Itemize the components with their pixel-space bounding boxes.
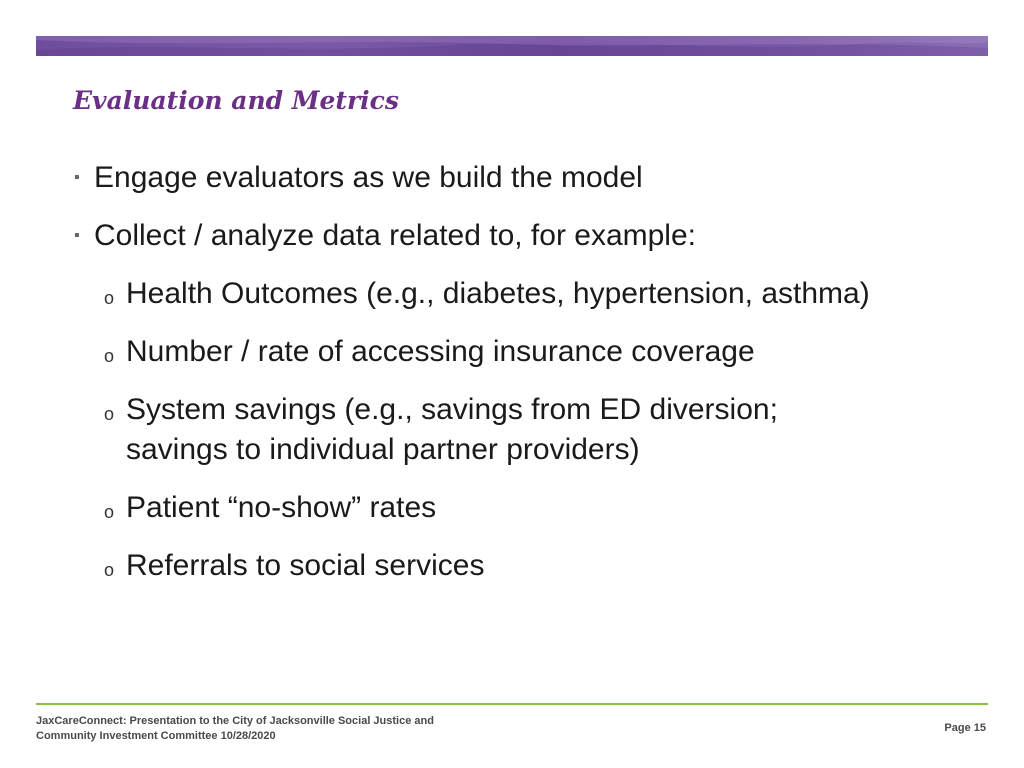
banner-wave-decoration [36, 36, 988, 56]
sub-bullet-text: Number / rate of accessing insurance coverage [126, 335, 755, 368]
sub-list-item [70, 390, 990, 488]
circle-bullet-icon: o [104, 288, 115, 308]
list-item [70, 216, 990, 274]
sub-bullet-text: Patient “no-show” rates [126, 491, 437, 524]
square-bullet-icon: ▪ [74, 227, 80, 244]
square-bullet-icon: ▪ [74, 169, 80, 186]
circle-bullet-icon: o [104, 502, 115, 522]
circle-bullet-icon: o [104, 560, 115, 580]
footer-caption: JaxCareConnect: Presentation to the City of Jacksonville Social Justice and Community Investment Committee 10/28/2020 [36, 715, 434, 742]
sub-bullet-text: Health Outcomes (e.g., diabetes, hypertension, asthma) [126, 277, 870, 310]
sub-list-item [70, 274, 990, 332]
slide-title: Evaluation and Metrics [73, 86, 399, 115]
page-number: Page 15 [944, 722, 986, 734]
bullet-list [70, 158, 990, 604]
footer-divider [36, 703, 988, 705]
bullet-text: Engage evaluators as we build the model [94, 161, 643, 194]
circle-bullet-icon: o [104, 404, 115, 424]
list-item [70, 158, 990, 216]
top-banner [36, 36, 988, 56]
sub-bullet-text: System savings (e.g., savings from ED diversion; savings to individual partner providers) [126, 393, 778, 466]
sub-list-item [70, 488, 990, 546]
bullet-text: Collect / analyze data related to, for example: [94, 219, 696, 252]
sub-bullet-text: Referrals to social services [126, 549, 485, 582]
sub-list-item [70, 546, 990, 604]
sub-list-item [70, 332, 990, 390]
circle-bullet-icon: o [104, 346, 115, 366]
